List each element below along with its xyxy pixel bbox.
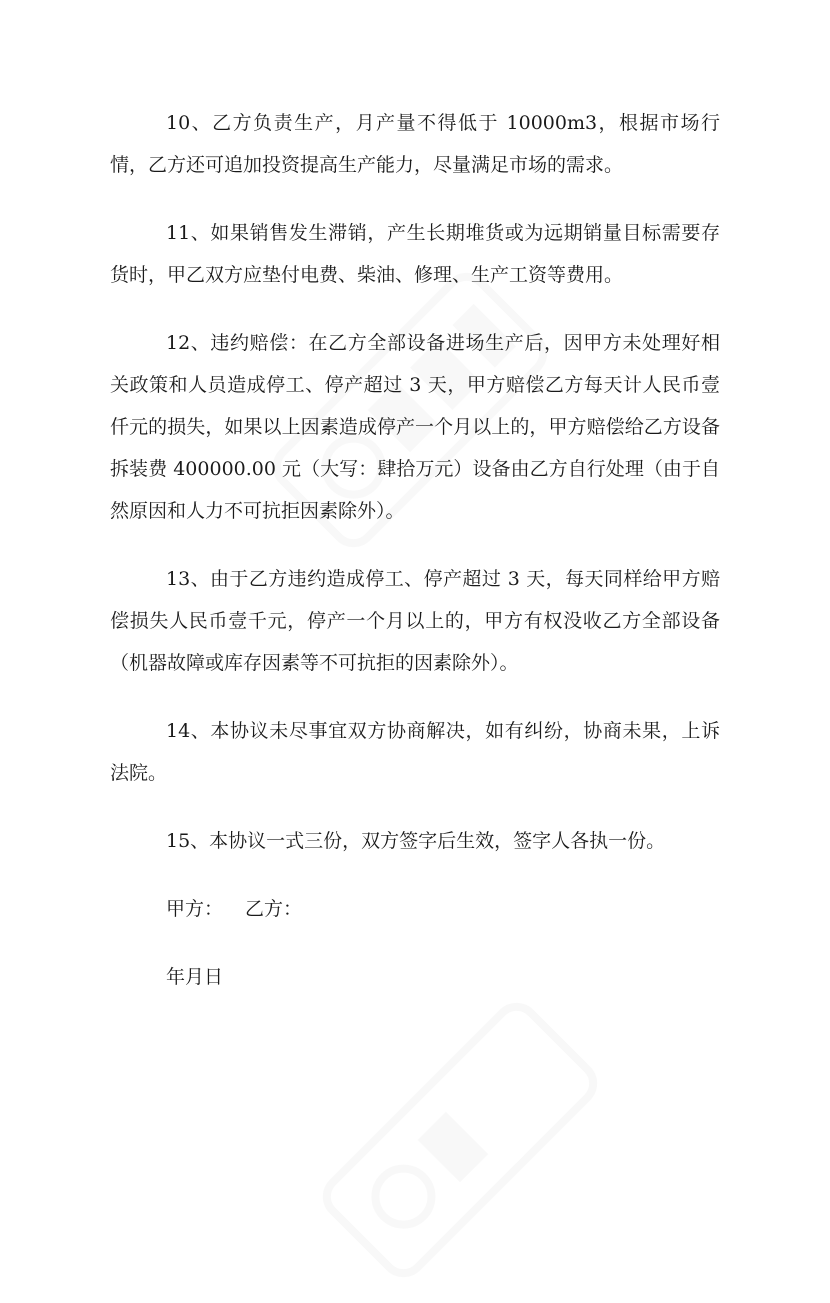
- clause-11: 11、如果销售发生滞销，产生长期堆货或为远期销量目标需要存货时，甲乙双方应垫付电费、柴油、修理、生产工资等费用。: [110, 222, 720, 286]
- clause-12: 12、违约赔偿：在乙方全部设备进场生产后，因甲方未处理好相关政策和人员造成停工、停产超过 3 天，甲方赔偿乙方每天计人民币壹仟元的损失，如果以上因素造成停产一个月以上的，甲方赔偿给乙方设备拆装费 400000.00 元（大写：肆拾万元）设备由乙方自行处理（由于自然原因和人力不可抗拒因素除外）。: [110, 332, 720, 522]
- watermark-logo-graphic-bottom: [297, 977, 622, 1302]
- clause-14: 14、本协议未尽事宜双方协商解决，如有纠纷，协商未果，上诉法院。: [110, 720, 720, 784]
- clause-10: 10、乙方负责生产，月产量不得低于 10000m3，根据市场行情，乙方还可追加投资提高生产能力，尽量满足市场的需求。: [110, 112, 720, 176]
- date-line: 年月日: [166, 966, 224, 988]
- party-a-label: 甲方：: [166, 898, 224, 920]
- clause-15: 15、本协议一式三份，双方签字后生效，签字人各执一份。: [166, 830, 666, 852]
- clause-13: 13、由于乙方违约造成停工、停产超过 3 天，每天同样给甲方赔偿损失人民币壹千元，停产一个月以上的，甲方有权没收乙方全部设备（机器故障或库存因素等不可抗拒的因素除外）。: [110, 568, 720, 674]
- document-body: [110, 102, 720, 1024]
- party-b-label: 乙方：: [245, 898, 303, 920]
- signature-line: [110, 888, 720, 930]
